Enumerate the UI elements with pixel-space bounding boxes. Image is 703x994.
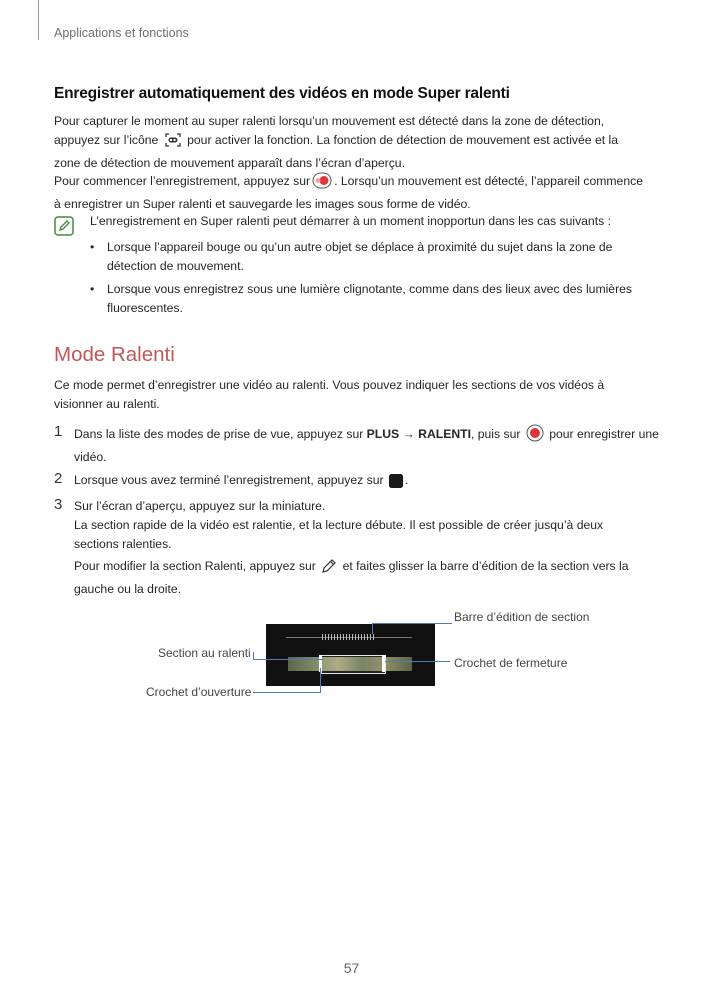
arrow-right-icon: →	[402, 427, 415, 441]
running-header: Applications et fonctions	[54, 26, 189, 40]
callout-line	[372, 623, 373, 634]
paragraph-start-recording: Pour commencer l’enregistrement, appuyez sur . Lorsqu’un mouvement est détecté, l’appareil commence à enregistrer un Super ralenti et sauvegarde les images sous forme de vidéo.	[54, 174, 643, 211]
section-heading-ralenti: Mode Ralenti	[54, 343, 175, 366]
section-heading-super-slow: Enregistrer automatiquement des vidéos en mode Super ralenti	[54, 85, 510, 102]
menu-ralenti: RALENTI	[418, 427, 471, 441]
list-item: • Lorsque vous enregistrez sous une lumière clignotante, comme dans des lieux avec des lumières fluorescentes.	[90, 282, 633, 315]
bullet-marker: •	[90, 282, 95, 296]
step-number: 1	[54, 423, 63, 440]
menu-plus: PLUS	[366, 427, 400, 441]
callout-line	[253, 659, 323, 660]
label-closing-bracket: Crochet de fermeture	[454, 656, 568, 670]
callout-line	[372, 623, 452, 624]
margin-rule	[38, 0, 39, 40]
step-number: 2	[54, 470, 63, 487]
callout-line	[253, 652, 254, 659]
step-number: 3	[54, 496, 63, 513]
edit-pencil-icon	[321, 558, 337, 580]
section-edit-bar[interactable]	[322, 634, 374, 640]
step-2-text: Lorsque vous avez terminé l’enregistrement, appuyez sur .	[74, 471, 664, 494]
step-3-text: Sur l’écran d’aperçu, appuyez sur la miniature. La section rapide de la vidéo est ralentie, et la lecture débute. Il est possible de créer jusqu’à deux sections ralenties. Pour modifier la section Ralenti, appuyez sur et faites glisser la barre d’édition de la section vers la gauche ou la droite.	[74, 499, 629, 596]
stop-button-icon	[389, 474, 403, 494]
paragraph-motion-detection: Pour capturer le moment au super ralenti lorsqu’un mouvement est détecté dans la zone de détection, appuyez sur l’icône pour activer la fonction. La fonction de détection de mouvement est activée et la zone de détection de mouvement apparaît dans l’écran d’aperçu.	[54, 114, 619, 170]
list-item: • Lorsque l’appareil bouge ou qu’un autre objet se déplace à proximité du sujet dans la zone de détection de mouvement.	[90, 240, 613, 273]
closing-bracket-handle[interactable]	[382, 655, 385, 672]
callout-line	[253, 692, 320, 693]
note-icon	[54, 216, 74, 241]
video-editor-preview	[266, 624, 435, 686]
callout-line	[385, 661, 450, 662]
record-button-icon	[526, 424, 544, 448]
paragraph-ralenti-intro: Ce mode permet d’enregistrer une vidéo au ralenti. Vous pouvez indiquer les sections de vos vidéos à visionner au ralenti.	[54, 378, 605, 411]
step-1-text: Dans la liste des modes de prise de vue, appuyez sur PLUS → RALENTI, puis sur pour enregistrer une vidéo.	[74, 424, 664, 467]
slow-section-highlight	[321, 655, 386, 674]
label-edit-bar: Barre d’édition de section	[454, 610, 590, 624]
callout-line	[320, 668, 321, 693]
note-text: L’enregistrement en Super ralenti peut démarrer à un moment inopportun dans les cas suivants :	[90, 214, 611, 228]
record-toggle-icon	[312, 172, 332, 195]
bullet-marker: •	[90, 240, 95, 254]
label-slow-section: Section au ralenti	[158, 646, 251, 660]
motion-detection-icon	[164, 132, 182, 154]
label-opening-bracket: Crochet d’ouverture	[146, 685, 252, 699]
page-number: 57	[343, 960, 360, 976]
